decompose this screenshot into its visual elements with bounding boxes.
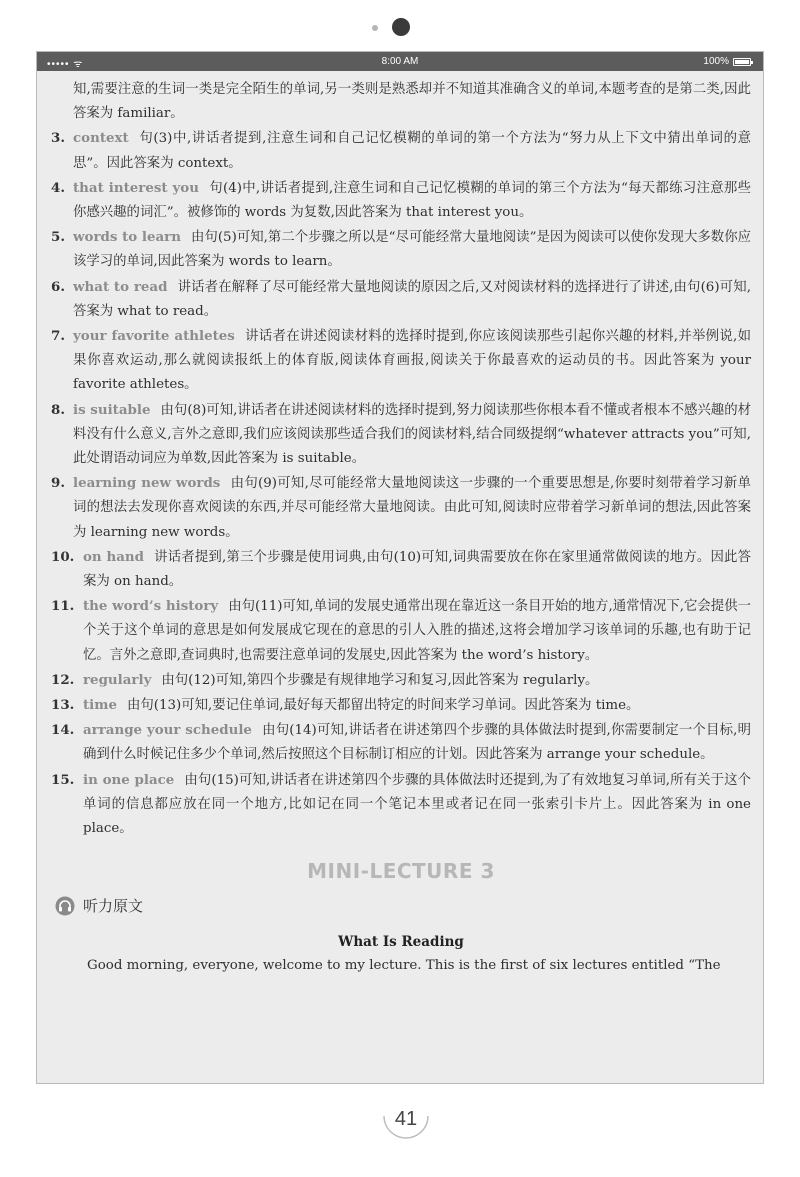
answer-item	[51, 398, 751, 472]
answer-item	[51, 718, 751, 767]
page-dot-active	[392, 18, 410, 36]
answer-item	[51, 768, 751, 842]
item-number: 15.	[51, 771, 75, 788]
item-explanation: 由句(5)可知,第二个步骤之所以是“尽可能经常大量地阅读”是因为阅读可以使你发现大多数你应该学习的单词,因此答案为 words to learn。	[73, 230, 751, 270]
answer-list	[51, 126, 751, 841]
listening-heading	[55, 894, 751, 918]
battery-indicator	[703, 56, 751, 67]
item-answer: on hand	[83, 548, 145, 565]
page-number-badge	[378, 1098, 434, 1144]
item-answer: time	[83, 697, 117, 714]
answer-item	[51, 126, 751, 175]
item-answer: context	[73, 130, 129, 147]
headphone-icon	[55, 896, 75, 916]
item-explanation: 由句(9)可知,尽可能经常大量地阅读这一步骤的一个重要思想是,你要时刻带着学习新单词的想法去发现你喜欢阅读的东西,并尽可能经常大量地阅读。由此可知,阅读时应带着学习新单词的想法,因此答案为 learning new words。	[73, 476, 752, 540]
item-number: 10.	[51, 548, 75, 565]
page-dot-inactive	[372, 25, 378, 31]
item-explanation: 由句(14)可知,讲话者在讲述第四个步骤的具体做法时提到,你需要制定一个目标,明确到什么时候记住多少个单词,然后按照这个目标制订相应的计划。因此答案为 arrange your schedule。	[83, 723, 751, 763]
item-explanation: 由句(8)可知,讲话者在讲述阅读材料的选择时提到,努力阅读那些你根本看不懂或者根本不感兴趣的材料没有什么意义,言外之意即,我们应该阅读那些适合我们的阅读材料,结合同级提纲“whatever attracts you”可知,此处谓语动词应为单数,因此答案为 is suitable。	[73, 402, 751, 467]
item-number: 8.	[51, 401, 65, 418]
item-number: 11.	[51, 598, 75, 615]
item-explanation: 由句(11)可知,单词的发展史通常出现在靠近这一条目开始的地方,通常情况下,它会提供一个关于这个单词的意思是如何发展成它现在的意思的引人入胜的描述,这将会增加学习该单词的乐趣,也有助于记忆。言外之意即,查词典时,也需要注意单词的发展史,因此答案为 the word’s history。	[83, 599, 751, 663]
item-number: 5.	[51, 229, 65, 246]
item-explanation: 由句(13)可知,要记住单词,最好每天都留出特定的时间来学习单词。因此答案为 time。	[126, 698, 640, 714]
item-number: 12.	[51, 671, 75, 688]
item-explanation: 讲话者提到,第三个步骤是使用词典,由句(10)可知,词典需要放在你在家里通常做阅读的地方。因此答案为 on hand。	[83, 549, 751, 590]
item-number: 6.	[51, 278, 65, 295]
item-explanation: 讲话者在讲述阅读材料的选择时提到,你应该阅读那些引起你兴趣的材料,并举例说,如果你喜欢运动,那么就阅读报纸上的体育版,阅读体育画报,阅读关于你最喜欢的运动员的书。因此答案为 your favorite athletes。	[73, 329, 751, 393]
item-explanation: 由句(15)可知,讲话者在讲述第四个步骤的具体做法时还提到,为了有效地复习单词,所有关于这个单词的信息都应放在同一个地方,比如记在同一个笔记本里或者记在同一张索引卡片上。因此答案为 in one place。	[83, 772, 751, 837]
item-answer: your favorite athletes	[73, 328, 235, 345]
item-explanation: 讲话者在解释了尽可能经常大量地阅读的原因之后,又对阅读材料的选择进行了讲述,由句(6)可知,答案为 what to read。	[73, 279, 752, 319]
item-answer: is suitable	[73, 401, 151, 418]
answer-item	[51, 275, 751, 324]
item-explanation: 句(4)中,讲话者提到,注意生词和自己记忆模糊的单词的第三个方法为“每天都练习注意那些你感兴趣的词汇”。被修饰的 words 为复数,因此答案为 that interest you。	[73, 180, 751, 221]
answer-item	[51, 693, 751, 718]
listening-label: 听力原文	[83, 896, 144, 915]
page-number: 41	[394, 1108, 418, 1130]
answer-item	[51, 545, 751, 594]
intro-paragraph: 知,需要注意的生词一类是完全陌生的单词,另一类则是熟悉却并不知道其准确含义的单词,本题考查的是第二类,因此答案为 familiar。	[73, 82, 751, 122]
answer-item	[51, 594, 751, 668]
item-explanation: 由句(12)可知,第四个步骤是有规律地学习和复习,因此答案为 regularly。	[161, 672, 599, 688]
item-number: 14.	[51, 722, 75, 739]
battery-icon	[733, 58, 751, 66]
answer-item	[51, 471, 751, 545]
page-indicator	[368, 15, 428, 39]
item-number: 9.	[51, 475, 65, 492]
item-answer: what to read	[73, 278, 168, 295]
answer-item	[51, 225, 751, 274]
answer-item	[51, 176, 751, 225]
item-answer: in one place	[83, 771, 175, 788]
signal-indicator: ••••• ᯤ	[47, 59, 84, 70]
item-answer: that interest you	[73, 179, 199, 196]
reading-body: Good morning, everyone, welcome to my lecture. This is the first of six lectures entitled “The	[87, 957, 721, 973]
item-answer: regularly	[83, 671, 152, 688]
item-explanation: 句(3)中,讲话者提到,注意生词和自己记忆模糊的单词的第一个方法为“努力从上下文中猜出单词的意思”。因此答案为 context。	[73, 131, 751, 171]
reading-title: What Is Reading	[338, 933, 464, 950]
status-bar	[37, 52, 763, 71]
item-answer: learning new words	[73, 475, 221, 492]
item-number: 3.	[51, 130, 65, 147]
status-time: 8:00 AM	[381, 56, 419, 67]
answer-item	[51, 668, 751, 693]
device-frame	[36, 51, 764, 1084]
item-number: 13.	[51, 697, 75, 714]
answer-item	[51, 324, 751, 398]
battery-percent: 100%	[703, 56, 729, 67]
section-title: MINI-LECTURE 3	[307, 859, 495, 884]
item-number: 7.	[51, 328, 65, 345]
item-answer: words to learn	[73, 229, 181, 246]
item-answer: the word’s history	[83, 598, 219, 615]
item-number: 4.	[51, 179, 65, 196]
item-answer: arrange your schedule	[83, 722, 252, 739]
answer-content	[51, 78, 751, 978]
